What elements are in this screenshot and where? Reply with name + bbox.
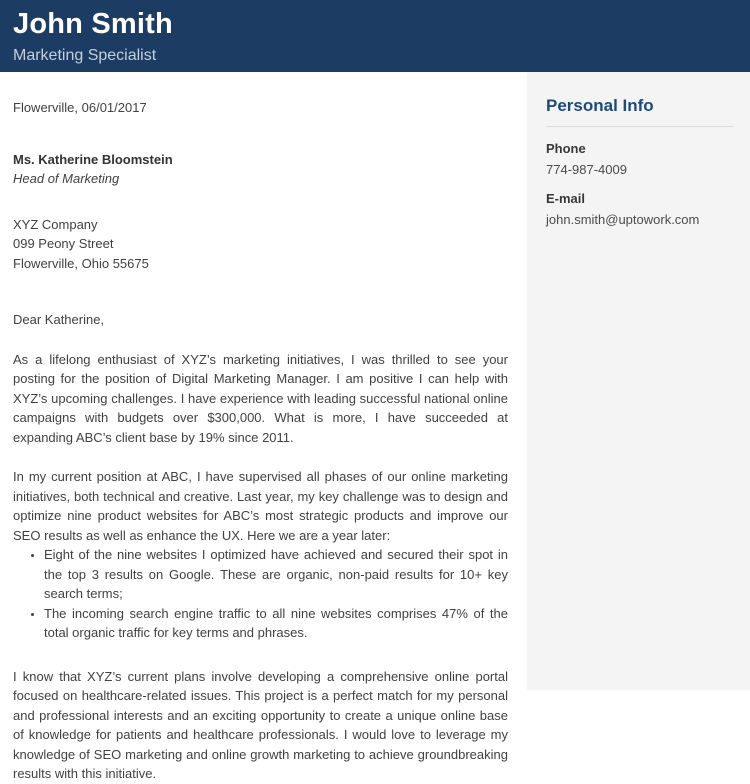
cover-letter-content [0, 72, 527, 781]
email-value: john.smith@uptowork.com [546, 212, 700, 227]
phone-label: Phone [546, 141, 586, 156]
letter-paragraph-1: As a lifelong enthusiast of XYZ’s marketing initiatives, I was thrilled to see your posting for the position of Digital Marketing Manager. I am positive I can help with XYZ’s upcoming challenges. I have experience with leading successful national online campaigns with budgets over $300,000. What is more, I have succeeded at expanding ABC’s client base by 19% since 2011. [13, 351, 508, 445]
document-body [0, 72, 750, 781]
recipient-name: Ms. Katherine Bloomstein [13, 151, 173, 167]
company-name: XYZ Company [13, 216, 98, 232]
achievement-item: • Eight of the nine websites I optimized have achieved and secured their spot in the top 3 results on Google. These are organic, non-paid results for 10+ key search terms; [44, 545, 508, 604]
recipient-title: Head of Marketing [13, 171, 120, 186]
phone-value: 774-987-4009 [546, 162, 627, 177]
salutation: Dear Katherine, [13, 312, 105, 327]
letter-paragraph-3: I know that XYZ’s current plans involve developing a comprehensive online portal focused on healthcare-related issues. This project is a perfect match for my personal and professional interests and an exciting opportunity to create a unique online base of knowledge for patients and healthcare professionals. I would love to leverage my knowledge of SEO marketing and online growth marketing to achieve groundbreaking results with this initiative. [13, 668, 508, 781]
company-city: Flowerville, Ohio 55675 [13, 255, 149, 271]
achievements-list [13, 545, 508, 643]
applicant-name: John Smith [13, 8, 173, 40]
letter-date: Flowerville, 06/01/2017 [13, 100, 147, 115]
achievement-item: • The incoming search engine traffic to all nine websites comprises 47% of the total organic traffic for key terms and phrases. [44, 604, 508, 643]
personal-info-sidebar [527, 72, 750, 690]
letter-paragraph-2: In my current position at ABC, I have supervised all phases of our online marketing initiatives, both technical and creative. Last year, my key challenge was to design and optimize nine product websites for ABC’s most strategic products and improve our SEO results as well as enhance the UX. Here we are a year later: [13, 469, 508, 543]
applicant-job-title: Marketing Specialist [13, 47, 157, 64]
document-header [0, 0, 750, 72]
company-street: 099 Peony Street [13, 236, 114, 251]
sidebar-heading: Personal Info [546, 96, 733, 127]
email-label: E-mail [546, 191, 586, 206]
